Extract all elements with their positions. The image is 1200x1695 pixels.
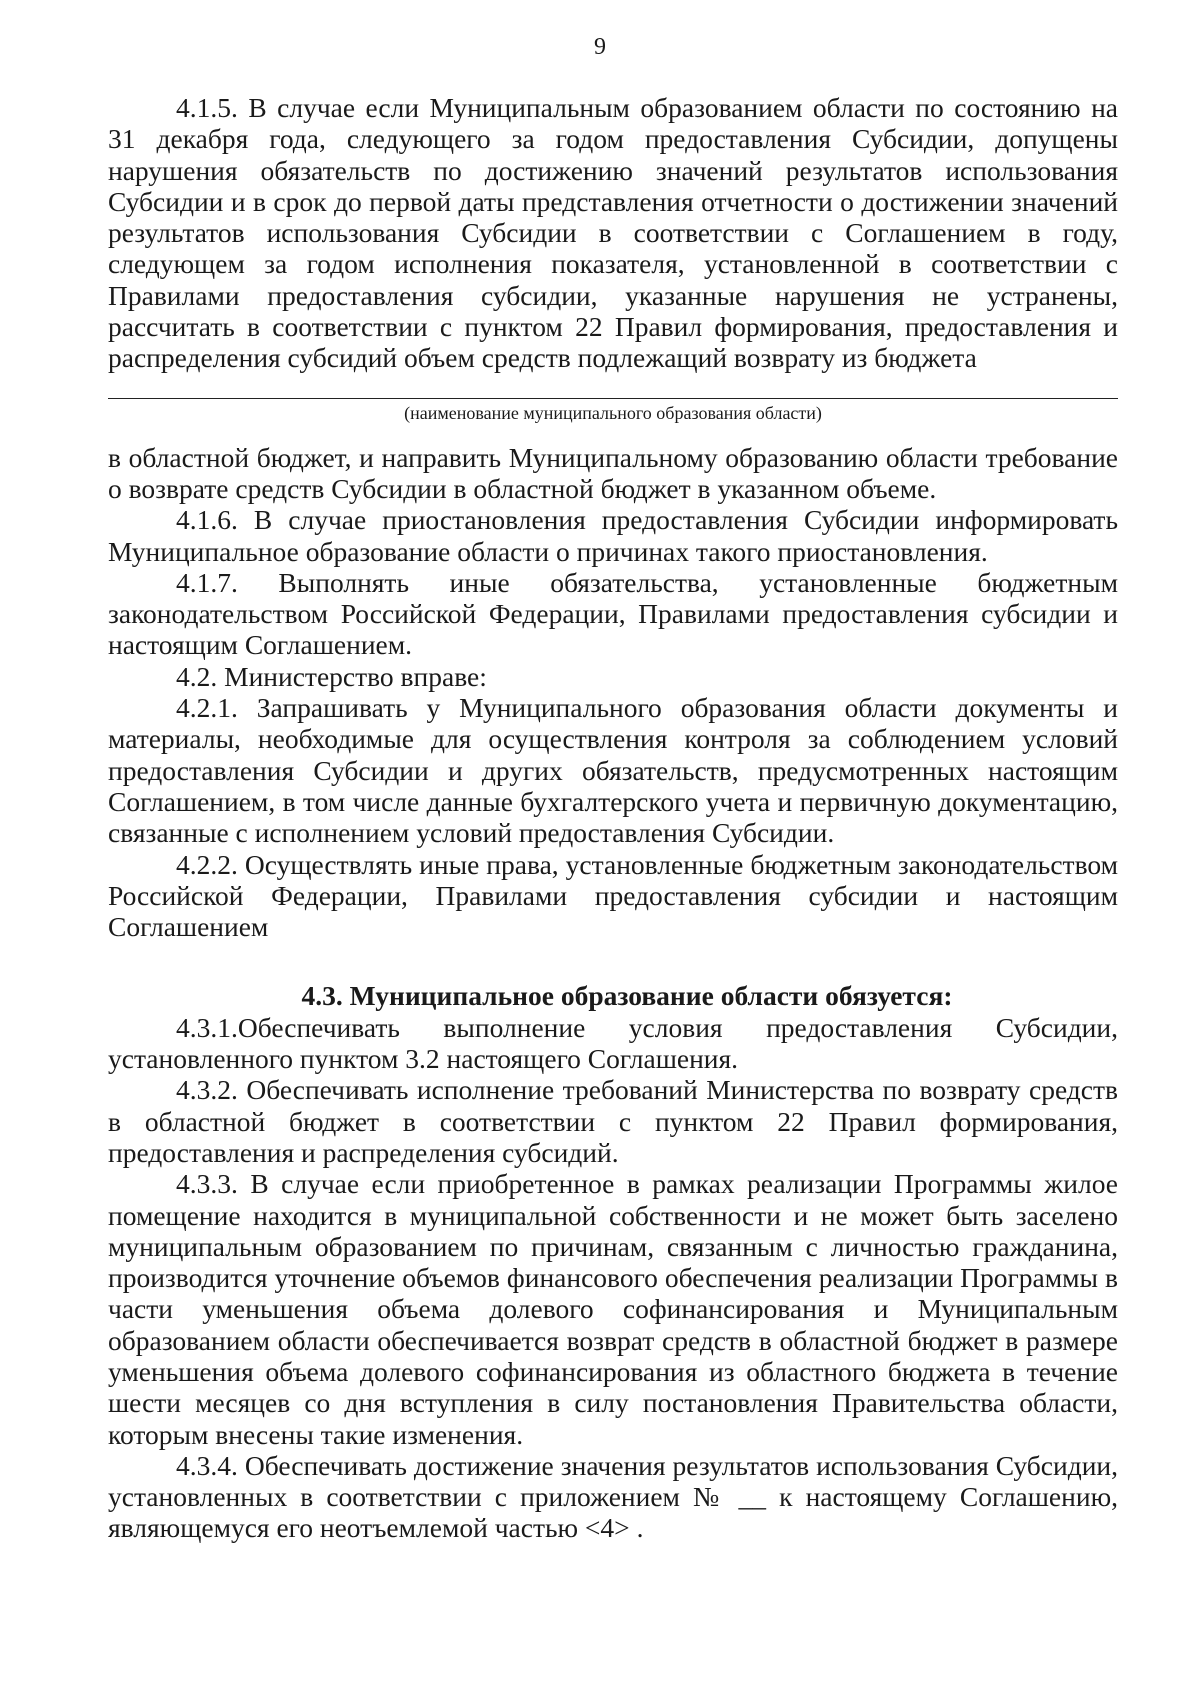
document-body [108, 92, 1118, 1544]
paragraph-4-3-4: 4.3.4. Обеспечивать достижение значения результатов использования Субсидии, установленных в соответствии с приложением № __ к настоящему Соглашению, являющемуся его неотъемлемой частью <4> . [108, 1449, 1118, 1544]
paragraph-4-3-1: 4.3.1.Обеспечивать выполнение условия предоставления Субсидии, установленного пунктом 3.2 настоящего Соглашения. [108, 1011, 1118, 1075]
section-heading-4-3: 4.3. Муниципальное образование области обязуется: [301, 980, 953, 1012]
paragraph-4-1-7: 4.1.7. Выполнять иные обязательства, установленные бюджетным законодательством Российской Федерации, Правилами предоставления субсидии и настоящим Соглашением. [108, 566, 1118, 661]
paragraph-4-3-3: 4.3.3. В случае если приобретенное в рамках реализации Программы жилое помещение находится в муниципальной собственности и не может быть заселено муниципальным образованием по причинам, связанным с личностью гражданина, производится уточнение объемов финансового обеспечения реализации Программы в части уменьшения объема долевого софинансирования и Муниципальным образованием области обеспечивается возврат средств в областной бюджет в размере уменьшения объема долевого софинансирования из областного бюджета в течение шести месяцев со дня вступления в силу постановления Правительства области, которым внесены такие изменения. [108, 1168, 1118, 1450]
paragraph-4-1-6: 4.1.6. В случае приостановления предоставления Субсидии информировать Муниципальное образование области о причинах такого приостановления. [108, 504, 1118, 567]
paragraph-4-2: 4.2. Министерство вправе: [176, 660, 487, 692]
paragraph-4-2-2: 4.2.2. Осуществлять иные права, установленные бюджетным законодательством Российской Федерации, Правилами предоставления субсидии и настоящим Соглашением [108, 848, 1118, 943]
paragraph-4-2-1: 4.2.1. Запрашивать у Муниципального образования области документы и материалы, необходимые для осуществления контроля за соблюдением условий предоставления Субсидии и других обязательств, предусмотренных настоящим Соглашением, в том числе данные бухгалтерского учета и первичную документацию, связанные с исполнением условий предоставления Субсидии. [108, 692, 1118, 849]
blank-underline [108, 398, 1118, 399]
page-number: 9 [594, 34, 606, 60]
paragraph-4-1-5-continuation: в областной бюджет, и направить Муниципальному образованию области требование о возврате средств Субсидии в областной бюджет в указанном объеме. [108, 441, 1118, 504]
blank-caption: (наименование муниципального образования области) [404, 402, 822, 423]
paragraph-4-1-5: 4.1.5. В случае если Муниципальным образованием области по состоянию на 31 декабря года, следующего за годом предоставления Субсидии, допущены нарушения обязательств по достижению значений результатов использования Субсидии и в срок до первой даты представления отчетности о достижении значений результатов использования Субсидии в соответствии с Соглашением в году, следующем за годом исполнения показателя, установленной в соответствии с Правилами предоставления субсидии, указанные нарушения не устранены, рассчитать в соответствии с пунктом 22 Правил формирования, предоставления и распределения субсидий объем средств подлежащий возврату из бюджета [108, 92, 1118, 374]
paragraph-4-3-2: 4.3.2. Обеспечивать исполнение требований Министерства по возврату средств в областной бюджет в соответствии с пунктом 22 Правил формирования, предоставления и распределения субсидий. [108, 1074, 1118, 1168]
blank-field [108, 388, 1118, 442]
